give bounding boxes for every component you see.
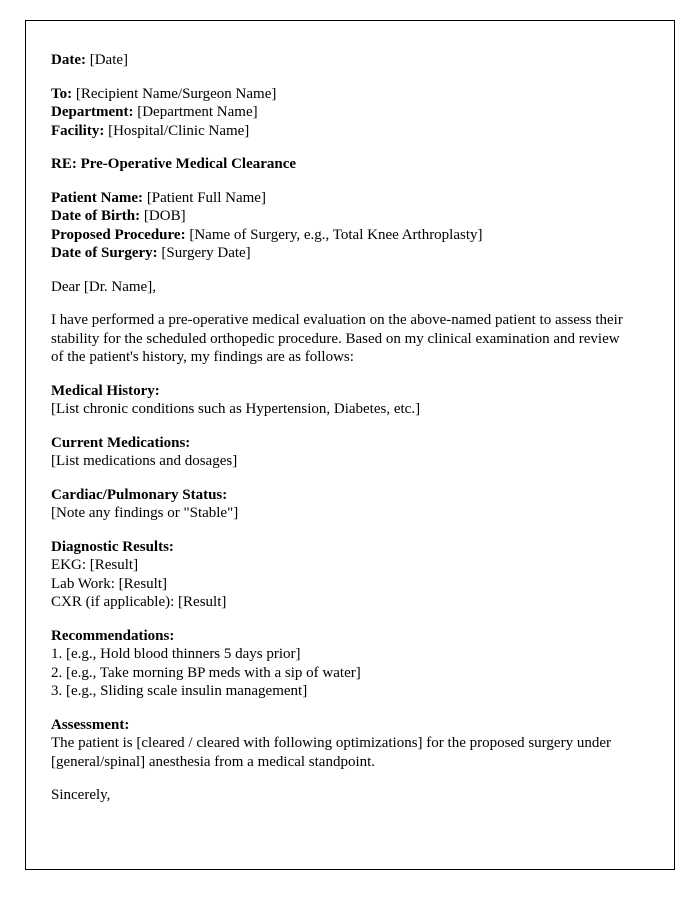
procedure-value: [Name of Surgery, e.g., Total Knee Arthroplasty] xyxy=(189,226,483,243)
current-medications-heading: Current Medications: xyxy=(51,434,191,451)
recommendations-heading: Recommendations: xyxy=(51,627,175,644)
department-value: [Department Name] xyxy=(137,104,258,120)
salutation-line: Dear [Dr. Name], xyxy=(51,278,156,295)
date-block xyxy=(51,51,626,70)
dob-line xyxy=(51,207,626,226)
letter-page xyxy=(25,20,675,870)
current-medications-content: [List medications and dosages] xyxy=(51,453,238,469)
to-value: [Recipient Name/Surgeon Name] xyxy=(75,85,277,102)
recommendations-section xyxy=(51,627,626,701)
diagnostic-results-heading: Diagnostic Results: xyxy=(51,538,174,555)
assessment-section xyxy=(51,716,626,772)
recipient-block xyxy=(51,85,626,141)
closing-block xyxy=(51,786,626,805)
recommendation-item: 3. [e.g., Sliding scale insulin management] xyxy=(51,683,308,699)
diagnostic-results-section xyxy=(51,538,626,612)
surgery-date-line xyxy=(51,244,626,263)
procedure-label: Proposed Procedure: xyxy=(51,226,186,243)
closing-line: Sincerely, xyxy=(51,787,111,803)
subject-line: RE: Pre-Operative Medical Clearance xyxy=(51,156,297,172)
cxr-line: CXR (if applicable): [Result] xyxy=(51,594,227,610)
cardiac-pulmonary-heading: Cardiac/Pulmonary Status: xyxy=(51,486,228,503)
surgery-date-value: [Surgery Date] xyxy=(161,245,251,261)
intro-paragraph: I have performed a pre-operative medical evaluation on the above-named patient to assess their stability for the scheduled orthopedic procedure. Based on my clinical examination and review of the patient's history, my findings are as follows: xyxy=(51,312,623,365)
cardiac-pulmonary-content: [Note any findings or "Stable"] xyxy=(51,505,239,521)
to-line xyxy=(51,85,626,104)
assessment-content: The patient is [cleared / cleared with following optimizations] for the proposed surgery under [general/spinal] anesthesia from a medical standpoint. xyxy=(51,735,611,770)
facility-label: Facility: xyxy=(51,122,105,139)
patient-block xyxy=(51,189,626,263)
recommendation-item: 1. [e.g., Hold blood thinners 5 days prior] xyxy=(51,646,301,662)
department-label: Department: xyxy=(51,104,134,120)
facility-value: [Hospital/Clinic Name] xyxy=(108,122,250,139)
patient-name-line xyxy=(51,189,626,208)
subject-block xyxy=(51,155,626,174)
medical-history-content: [List chronic conditions such as Hypertension, Diabetes, etc.] xyxy=(51,401,421,417)
patient-name-label: Patient Name: xyxy=(51,189,144,206)
recommendation-item: 2. [e.g., Take morning BP meds with a sip of water] xyxy=(51,664,361,681)
date-value: [Date] xyxy=(89,52,129,68)
current-medications-section xyxy=(51,434,626,471)
date-label: Date: xyxy=(51,52,86,68)
medical-history-heading: Medical History: xyxy=(51,382,160,399)
lab-work-line: Lab Work: [Result] xyxy=(51,575,167,592)
ekg-line: EKG: [Result] xyxy=(51,557,139,573)
intro-block xyxy=(51,311,626,367)
department-line xyxy=(51,103,626,122)
cardiac-pulmonary-section xyxy=(51,486,626,523)
patient-name-value: [Patient Full Name] xyxy=(146,189,266,206)
surgery-date-label: Date of Surgery: xyxy=(51,245,158,261)
procedure-line xyxy=(51,226,626,245)
salutation-block xyxy=(51,278,626,297)
dob-label: Date of Birth: xyxy=(51,208,141,224)
facility-line xyxy=(51,122,626,141)
to-label: To: xyxy=(51,85,73,102)
dob-value: [DOB] xyxy=(143,208,186,224)
medical-history-section xyxy=(51,382,626,419)
assessment-heading: Assessment: xyxy=(51,716,130,733)
date-line xyxy=(51,51,626,70)
